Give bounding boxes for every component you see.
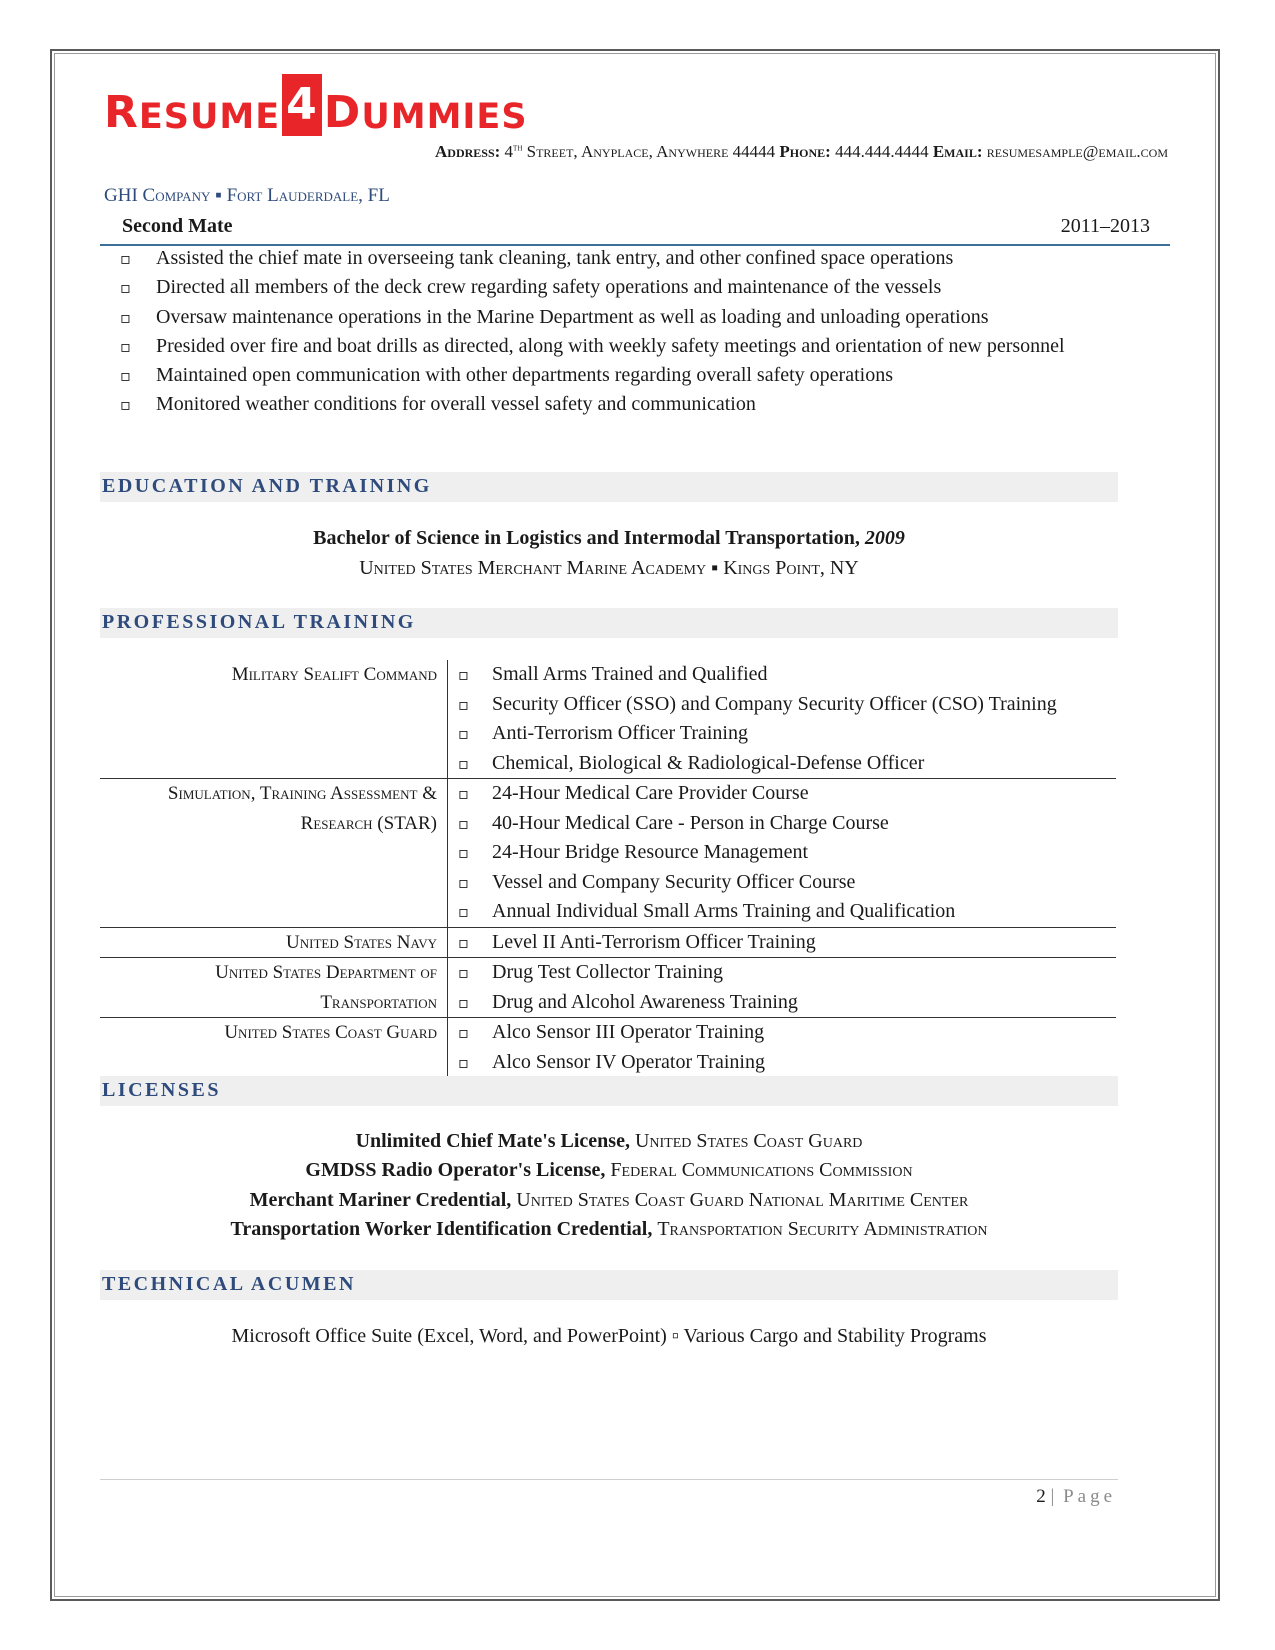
license-name: Merchant Mariner Credential, (249, 1189, 512, 1211)
job-title-line (100, 212, 1170, 246)
logo-four-badge: 4 (282, 74, 322, 136)
training-org: United States Department of Transportation (100, 958, 448, 1017)
list-item: ▫ Level II Anti-Terrorism Officer Training (448, 928, 1116, 958)
list-item: ▫ Directed all members of the deck crew regarding safety operations and maintenance of the vessels (120, 273, 1120, 302)
email-value: resumesample@email.com (986, 142, 1168, 161)
section-technical-acumen (100, 1270, 1118, 1300)
resume4dummies-logo (104, 72, 528, 136)
page-separator: | (1050, 1486, 1059, 1507)
page-number-value: 2 (1036, 1486, 1046, 1507)
company-name: GHI Company ▪ Fort Lauderdale, FL (104, 185, 390, 206)
section-heading: LICENSES (102, 1079, 221, 1101)
job-title: Second Mate (122, 215, 233, 237)
footer-divider (100, 1479, 1118, 1480)
table-row (100, 660, 1116, 778)
training-org: United States Navy (100, 928, 448, 958)
list-item: ▫ Drug and Alcohol Awareness Training (448, 988, 1116, 1018)
section-heading: PROFESSIONAL TRAINING (102, 611, 416, 633)
contact-line (435, 142, 1168, 162)
list-item: ▫ Oversaw maintenance operations in the Marine Department as well as loading and unloading operations (120, 303, 1120, 332)
table-row (100, 927, 1116, 958)
license-issuer: Federal Communications Commission (610, 1159, 913, 1181)
list-item: ▫ Chemical, Biological & Radiological-Defense Officer (448, 749, 1116, 779)
license-line (100, 1218, 1118, 1241)
list-item: ▫ Assisted the chief mate in overseeing tank cleaning, tank entry, and other confined space operations (120, 244, 1120, 273)
page-label: Page (1063, 1486, 1116, 1507)
phone-label: Phone: (779, 142, 831, 161)
list-item: ▫ 24-Hour Medical Care Provider Course (448, 779, 1116, 809)
list-item: ▫ Presided over fire and boat drills as directed, along with weekly safety meetings and orientation of new personnel (120, 332, 1120, 361)
degree-line (100, 527, 1118, 550)
page-number (1036, 1486, 1116, 1508)
degree-name: Bachelor of Science in Logistics and Intermodal Transportation, (313, 527, 860, 549)
table-row (100, 778, 1116, 927)
job-duties-list (120, 244, 1120, 420)
list-item: ▫ 24-Hour Bridge Resource Management (448, 838, 1116, 868)
license-line (100, 1130, 1118, 1153)
training-table (100, 660, 1116, 1077)
license-name: Transportation Worker Identification Credential, (230, 1218, 653, 1240)
job-years: 2011–2013 (1060, 215, 1150, 237)
list-item: ▫ Alco Sensor III Operator Training (448, 1018, 1116, 1048)
section-professional-training (100, 608, 1118, 638)
license-name: Unlimited Chief Mate's License, (355, 1130, 630, 1152)
list-item: ▫ Small Arms Trained and Qualified (448, 660, 1116, 690)
degree-year: 2009 (864, 527, 905, 549)
training-org: Military Sealift Command (100, 660, 448, 778)
section-education (100, 472, 1118, 502)
list-item: ▫ 40-Hour Medical Care - Person in Charge Course (448, 809, 1116, 839)
list-item: ▫ Drug Test Collector Training (448, 958, 1116, 988)
list-item: ▫ Security Officer (SSO) and Company Security Officer (CSO) Training (448, 690, 1116, 720)
table-row (100, 1017, 1116, 1077)
section-licenses (100, 1076, 1118, 1106)
list-item: ▫ Vessel and Company Security Officer Course (448, 868, 1116, 898)
list-item: ▫ Monitored weather conditions for overall vessel safety and communication (120, 390, 1120, 419)
license-name: GMDSS Radio Operator's License, (305, 1159, 606, 1181)
phone-value: 444.444.4444 (835, 142, 929, 161)
address-label: Address: (435, 142, 501, 161)
email-label: Email: (932, 142, 983, 161)
list-item: ▫ Annual Individual Small Arms Training and Qualification (448, 897, 1116, 927)
school-name: United States Merchant Marine Academy ▪ Kings Point, NY (359, 557, 859, 579)
license-issuer: United States Coast Guard (634, 1130, 863, 1152)
technical-skills: Microsoft Office Suite (Excel, Word, and PowerPoint) ▫ Various Cargo and Stability Programs (231, 1325, 987, 1347)
section-heading: TECHNICAL ACUMEN (102, 1273, 356, 1295)
license-issuer: United States Coast Guard National Maritime Center (516, 1189, 969, 1211)
license-line (100, 1189, 1118, 1212)
training-org: Simulation, Training Assessment & Research (STAR) (100, 779, 448, 927)
section-heading: EDUCATION AND TRAINING (102, 475, 432, 497)
logo-text: ESUME (138, 97, 281, 137)
list-item: ▫ Alco Sensor IV Operator Training (448, 1048, 1116, 1078)
table-row (100, 957, 1116, 1017)
logo-text: R (104, 87, 139, 138)
list-item: ▫ Anti-Terrorism Officer Training (448, 719, 1116, 749)
address-number: 4 (504, 142, 514, 161)
address-suffix: th (513, 142, 523, 154)
resume-page (100, 0, 1170, 1650)
logo-text: UMMIES (361, 97, 528, 137)
license-line (100, 1159, 1118, 1182)
list-item: ▫ Maintained open communication with other departments regarding overall safety operations (120, 361, 1120, 390)
training-org: United States Coast Guard (100, 1018, 448, 1077)
address-value: Street, Anyplace, Anywhere 44444 (526, 142, 776, 161)
logo-text: D (323, 87, 362, 138)
license-issuer: Transportation Security Administration (657, 1218, 988, 1240)
